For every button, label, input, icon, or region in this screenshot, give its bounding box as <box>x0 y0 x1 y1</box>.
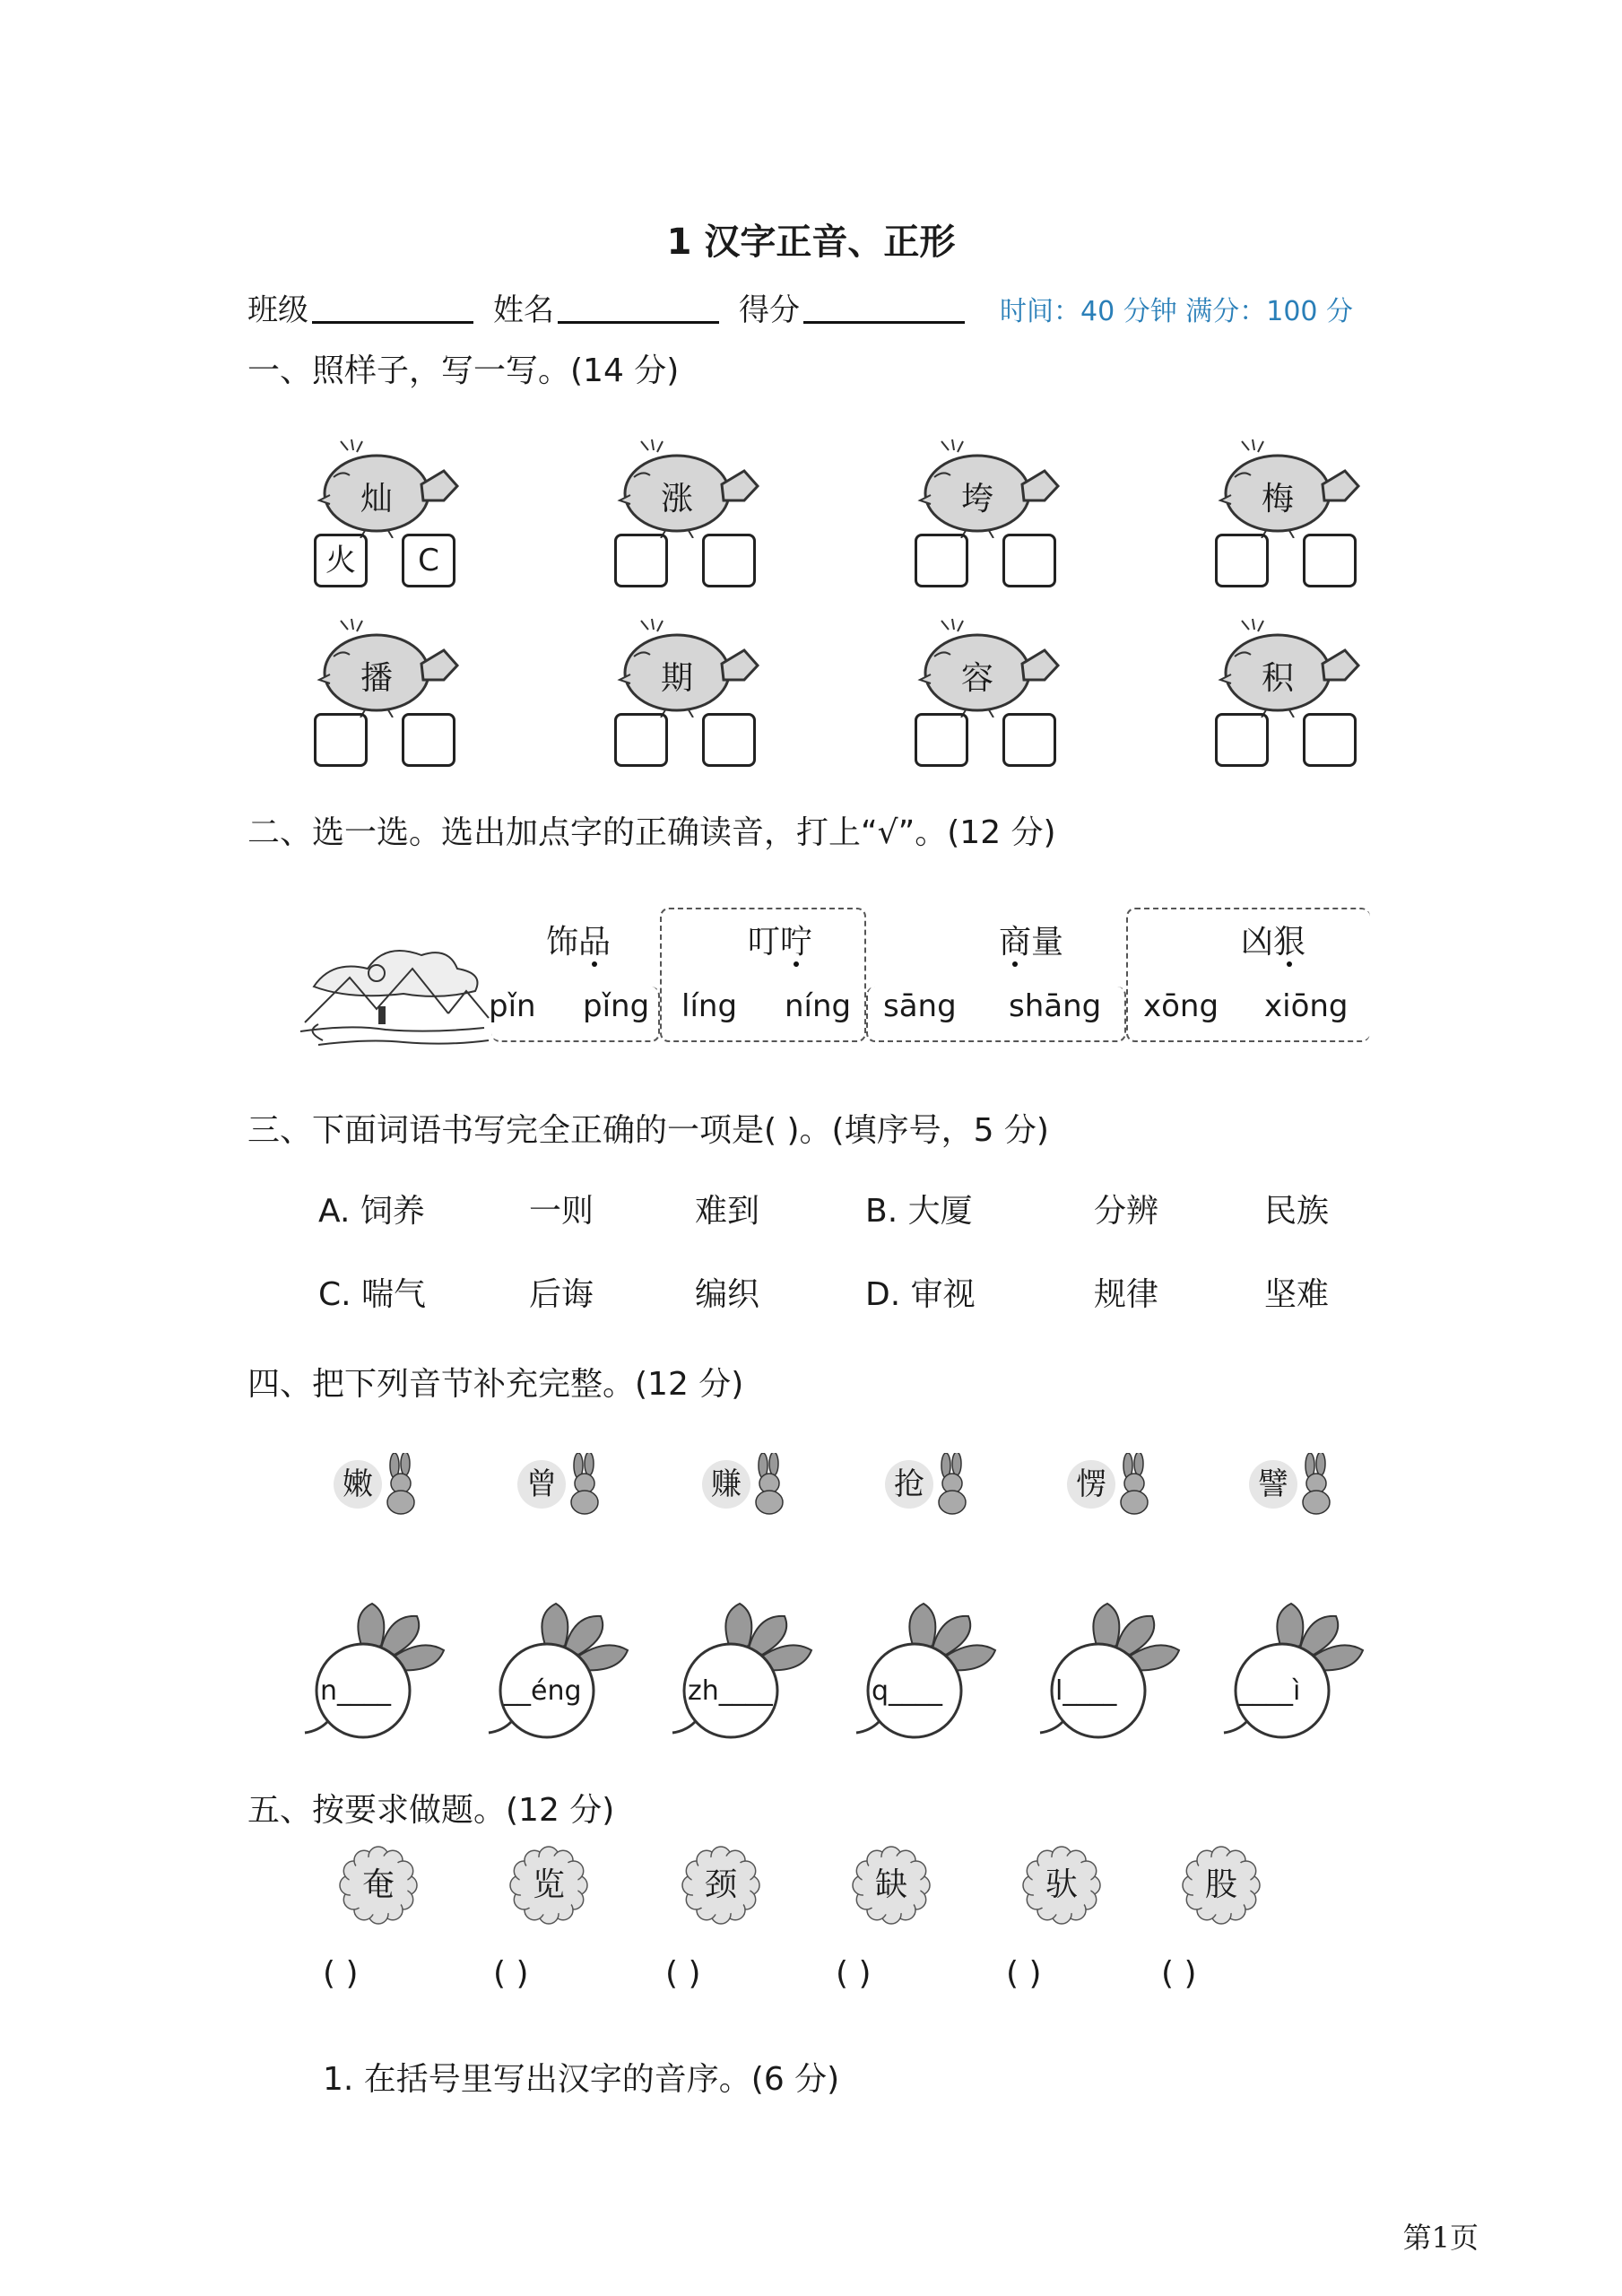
answer-box[interactable] <box>402 713 455 767</box>
pinyin-option[interactable]: líng <box>681 988 738 1024</box>
bird-item <box>1215 430 1394 601</box>
bunny-char: 嫩 <box>334 1460 382 1509</box>
bird-item <box>314 610 493 780</box>
flower-char: 缺 <box>874 1866 907 1903</box>
flower-char-item <box>509 1846 588 1925</box>
bunny-char-item <box>334 1453 432 1516</box>
flower-char: 股 <box>1204 1866 1237 1903</box>
rabbit-icon <box>1112 1453 1157 1516</box>
flower-char: 颈 <box>704 1866 737 1903</box>
bunny-char: 愣 <box>1067 1460 1115 1509</box>
option-word: C. 喘气 <box>318 1276 427 1313</box>
option-word: 难到 <box>695 1193 760 1230</box>
radish-item <box>852 1596 1013 1740</box>
radish-icon <box>668 1596 829 1740</box>
answer-paren[interactable]: ( ) <box>1161 1955 1197 1992</box>
bunny-char-item <box>1067 1453 1166 1516</box>
option-word: A. 饲养 <box>318 1193 425 1230</box>
flower-char: 奄 <box>361 1866 395 1903</box>
bird-item <box>1215 610 1394 780</box>
answer-paren[interactable]: ( ) <box>665 1955 701 1992</box>
syllable-blank[interactable]: l____ <box>1055 1675 1117 1707</box>
answer-box[interactable] <box>702 534 756 587</box>
pinyin-option[interactable]: pǐng <box>583 988 650 1024</box>
section3-heading: 三、下面词语书写完全正确的一项是( )。(填序号，5 分) <box>247 1112 1049 1149</box>
bird-char: 播 <box>360 660 393 697</box>
option-word: B. 大厦 <box>865 1193 973 1230</box>
answer-box[interactable] <box>1303 713 1357 767</box>
pinyin-option[interactable]: sāng <box>883 988 957 1024</box>
class-blank[interactable] <box>312 321 473 324</box>
syllable-blank[interactable]: __éng <box>504 1675 582 1707</box>
name-blank[interactable] <box>558 321 719 324</box>
answer-paren[interactable]: ( ) <box>836 1955 872 1992</box>
bird-char: 积 <box>1261 660 1294 697</box>
pinyin-option[interactable]: xōng <box>1143 988 1219 1024</box>
answer-paren[interactable]: ( ) <box>1006 1955 1042 1992</box>
class-label: 班级 <box>247 292 308 328</box>
rabbit-icon <box>1294 1453 1339 1516</box>
option-word: 后诲 <box>529 1276 594 1313</box>
section5-sub1: 1. 在括号里写出汉字的音序。(6 分) <box>323 2061 840 2098</box>
rabbit-icon <box>378 1453 423 1516</box>
bunny-char-item <box>1249 1453 1348 1516</box>
answer-box[interactable] <box>1002 713 1056 767</box>
answer-box[interactable] <box>915 713 968 767</box>
rabbit-icon <box>747 1453 792 1516</box>
section2-heading: 二、选一选。选出加点字的正确读音，打上“√”。(12 分) <box>247 814 1056 851</box>
flower-char: 览 <box>532 1866 565 1903</box>
section5-heading: 五、按要求做题。(12 分) <box>247 1792 615 1829</box>
section1-heading: 一、照样子，写一写。(14 分) <box>247 352 680 389</box>
option-word: 一则 <box>529 1193 594 1230</box>
radish-item <box>300 1596 462 1740</box>
score-label: 得分 <box>739 292 800 328</box>
bunny-char-item <box>702 1453 801 1516</box>
rabbit-icon <box>562 1453 607 1516</box>
info-line <box>247 285 984 329</box>
page-number: 第1页 <box>1402 2221 1479 2255</box>
option-word: D. 审视 <box>865 1276 976 1313</box>
flower-char-item <box>339 1846 418 1925</box>
flower-char-item <box>852 1846 931 1925</box>
bunny-char: 譬 <box>1249 1460 1297 1509</box>
bird-char: 垮 <box>960 481 993 517</box>
emphasis-dot <box>592 961 597 967</box>
bird-char: 期 <box>660 660 693 697</box>
section4-heading: 四、把下列音节补充完整。(12 分) <box>247 1366 744 1403</box>
emphasis-dot <box>794 961 799 967</box>
answer-paren[interactable]: ( ) <box>493 1955 529 1992</box>
answer-box[interactable] <box>1002 534 1056 587</box>
answer-box[interactable] <box>1215 713 1269 767</box>
option-word: 民族 <box>1264 1193 1330 1230</box>
answer-paren[interactable]: ( ) <box>323 1955 359 1992</box>
pinyin-word: 凶狠 <box>1240 924 1305 961</box>
bird-item <box>614 430 794 601</box>
answer-box[interactable] <box>614 713 668 767</box>
answer-box[interactable]: 火 <box>314 534 368 587</box>
page-title: 1 汉字正音、正形 <box>666 222 956 263</box>
bird-char: 梅 <box>1261 481 1294 517</box>
answer-box[interactable]: C <box>402 534 455 587</box>
answer-box[interactable] <box>702 713 756 767</box>
radish-icon <box>852 1596 1013 1740</box>
radish-icon <box>484 1596 646 1740</box>
option-word: 规律 <box>1094 1276 1159 1313</box>
syllable-blank[interactable]: q____ <box>872 1675 943 1707</box>
bunny-char: 赚 <box>702 1460 750 1509</box>
bird-item <box>915 610 1094 780</box>
pinyin-option[interactable]: xiōng <box>1264 988 1349 1024</box>
flower-char-item <box>1022 1846 1101 1925</box>
pinyin-option[interactable]: shāng <box>1009 988 1102 1024</box>
emphasis-dot <box>1012 961 1018 967</box>
answer-box[interactable] <box>614 534 668 587</box>
answer-box[interactable] <box>1303 534 1357 587</box>
option-word: 分辨 <box>1094 1193 1159 1230</box>
bunny-char-item <box>885 1453 984 1516</box>
bunny-char: 抢 <box>885 1460 933 1509</box>
bunny-char: 曾 <box>517 1460 566 1509</box>
bunny-char-item <box>517 1453 616 1516</box>
answer-box[interactable] <box>314 713 368 767</box>
pinyin-word: 叮咛 <box>747 924 812 961</box>
landscape-illustration <box>296 924 493 1049</box>
bird-char: 容 <box>960 660 993 697</box>
flower-char: 驮 <box>1045 1866 1078 1903</box>
name-label: 姓名 <box>493 292 554 328</box>
bird-item <box>614 610 794 780</box>
option-word: 编织 <box>695 1276 760 1313</box>
radish-icon <box>1219 1596 1381 1740</box>
bird-char: 涨 <box>660 481 693 517</box>
syllable-blank[interactable]: zh____ <box>688 1675 773 1707</box>
answer-box[interactable] <box>915 534 968 587</box>
flower-char-item <box>1182 1846 1261 1925</box>
radish-item <box>1036 1596 1197 1740</box>
pinyin-word: 商量 <box>998 924 1063 961</box>
pinyin-word: 饰品 <box>545 924 611 961</box>
rabbit-icon <box>930 1453 975 1516</box>
radish-item <box>1219 1596 1381 1740</box>
radish-icon <box>300 1596 462 1740</box>
emphasis-dot <box>1287 961 1292 967</box>
time-score-info: 时间：40 分钟 满分：100 分 <box>1000 296 1354 327</box>
flower-char-item <box>681 1846 760 1925</box>
bird-item <box>915 430 1094 601</box>
bird-char: 灿 <box>360 481 393 517</box>
score-blank[interactable] <box>803 321 965 324</box>
pinyin-option[interactable]: níng <box>785 988 852 1024</box>
pinyin-option[interactable]: pǐn <box>489 988 536 1024</box>
option-word: 坚难 <box>1264 1276 1330 1313</box>
radish-item <box>484 1596 646 1740</box>
answer-box[interactable] <box>1215 534 1269 587</box>
syllable-blank[interactable]: n____ <box>320 1675 392 1707</box>
syllable-blank[interactable]: ____ì <box>1239 1675 1301 1707</box>
radish-item <box>668 1596 829 1740</box>
radish-icon <box>1036 1596 1197 1740</box>
bird-item <box>314 430 493 601</box>
